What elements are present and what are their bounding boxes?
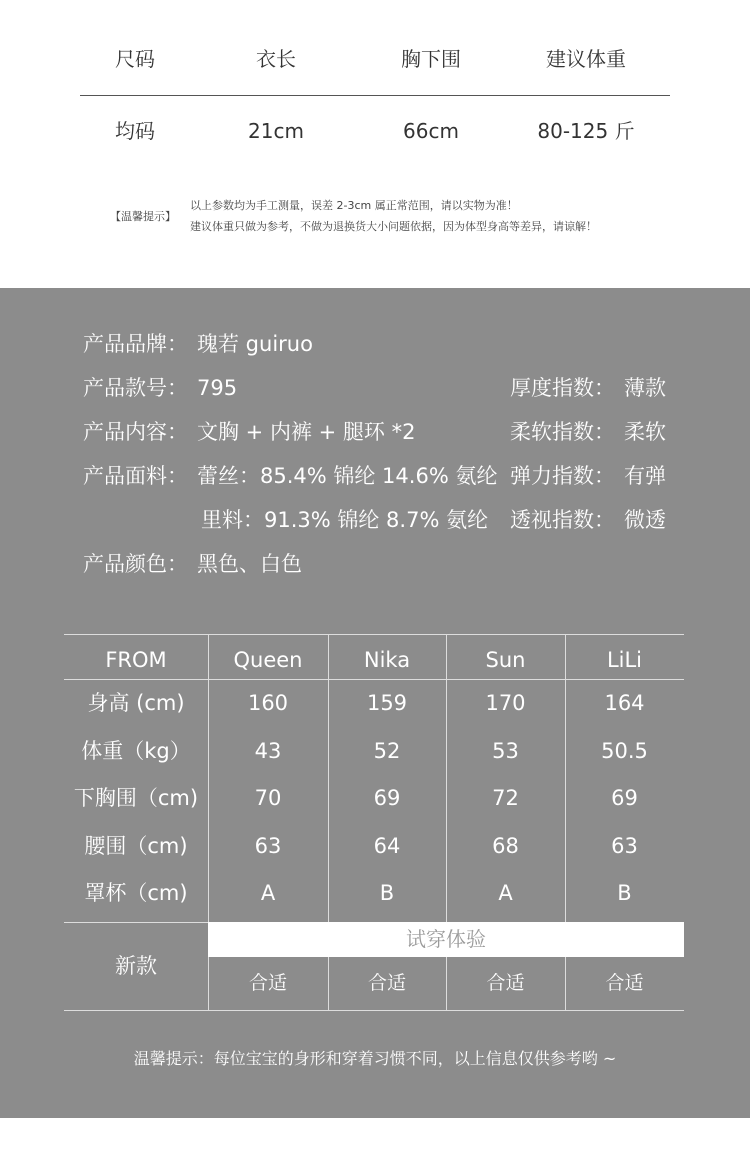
- panel-tip: 温馨提示：每位宝宝的身形和穿着习惯不同，以上信息仅供参考哟 ~: [133, 1049, 617, 1068]
- info-value: 795: [197, 376, 238, 400]
- info-key: 产品款号：: [83, 376, 188, 400]
- info-value: 黑色、白色: [197, 552, 302, 576]
- tip-label: 【温馨提示】: [110, 210, 176, 223]
- info-value: 蕾丝：85.4% 锦纶 14.6% 氨纶: [197, 464, 498, 488]
- table-cell: 69: [611, 786, 638, 810]
- table-cell: 53: [492, 738, 519, 763]
- table-cell: 170: [485, 691, 526, 715]
- model-table: [64, 634, 684, 994]
- size-header-cell: 尺码: [115, 47, 155, 71]
- row-label: 身高 (cm): [87, 691, 185, 715]
- size-table-row: [80, 96, 670, 161]
- size-header-cell: 建议体重: [546, 47, 626, 71]
- info-key: 产品品牌：: [83, 332, 188, 356]
- row-label: 腰围（cm): [84, 833, 188, 858]
- table-row: [64, 870, 684, 918]
- table-cell: B: [379, 881, 395, 905]
- header-cell: FROM: [105, 648, 167, 672]
- size-table-header: [80, 30, 670, 96]
- product-panel: [0, 288, 750, 1118]
- tip-lines: [190, 195, 597, 237]
- tip-line: 建议体重只做为参考，不做为退换货大小问题依据，因为体型身高等差异，请谅解！: [190, 220, 597, 233]
- index-value: 微透: [624, 508, 666, 532]
- size-cell: 80-125 斤: [537, 119, 635, 143]
- new-style-label: 新款: [115, 954, 157, 978]
- index-value: 柔软: [624, 420, 666, 444]
- column-divider: [328, 634, 329, 922]
- header-cell: Sun: [485, 648, 526, 672]
- index-line: [510, 460, 666, 504]
- table-cell: 63: [254, 833, 282, 858]
- column-divider: [565, 634, 566, 922]
- table-cell: 52: [373, 738, 401, 763]
- index-key: 柔软指数：: [510, 420, 615, 444]
- index-line: [510, 372, 666, 416]
- index-key: 透视指数：: [510, 508, 615, 532]
- info-value: 里料：91.3% 锦纶 8.7% 氨纶: [201, 508, 489, 532]
- index-value: 有弹: [624, 464, 666, 488]
- info-line: [83, 548, 497, 592]
- table-cell: 160: [247, 691, 289, 715]
- model-table-header: [64, 634, 684, 680]
- tip-line: 以上参数均为手工测量，误差 2-3cm 属正常范围，请以实物为准！: [190, 199, 518, 212]
- table-cell: 70: [254, 786, 282, 810]
- index-key: 厚度指数：: [510, 376, 615, 400]
- index-key: 弹力指数：: [510, 464, 615, 488]
- product-info-left: [83, 328, 497, 592]
- index-line: [510, 504, 666, 548]
- table-cell: B: [617, 881, 632, 905]
- header-cell: Nika: [363, 648, 411, 672]
- fit-cell: 合适: [605, 972, 644, 994]
- row-label: 下胸围（cm): [73, 786, 199, 810]
- table-row: [64, 728, 684, 776]
- table-cell: 69: [373, 786, 401, 810]
- table-cell: A: [498, 881, 513, 905]
- info-key: 产品颜色：: [83, 552, 188, 576]
- size-header-cell: 衣长: [256, 47, 296, 71]
- table-bottom-rule: [64, 1010, 684, 1011]
- header-cell: Queen: [233, 648, 303, 672]
- info-key: 产品内容：: [83, 420, 188, 444]
- index-value: 薄款: [624, 376, 666, 400]
- info-value: 文胸 + 内裤 + 腿环 *2: [197, 420, 416, 444]
- fit-cell: 合适: [367, 972, 406, 994]
- info-line: [83, 372, 497, 416]
- row-label: 体重（kg）: [81, 738, 191, 763]
- table-cell: A: [260, 881, 276, 905]
- table-row: [64, 823, 684, 871]
- header-cell: LiLi: [606, 648, 643, 672]
- info-line: [83, 416, 497, 460]
- size-cell: 66cm: [403, 119, 459, 143]
- size-header-cell: 胸下围: [401, 47, 461, 71]
- size-cell: 均码: [115, 119, 155, 143]
- row-label: 罩杯（cm): [84, 881, 188, 905]
- table-cell: 43: [254, 738, 282, 763]
- fit-cell: 合适: [248, 972, 287, 994]
- info-line: [83, 504, 497, 548]
- info-value: 瑰若 guiruo: [197, 332, 313, 356]
- table-cell: 72: [492, 786, 519, 810]
- table-cell: 63: [611, 833, 638, 858]
- table-cell: 164: [604, 691, 645, 715]
- table-cell: 50.5: [601, 738, 648, 763]
- fit-cell: 合适: [486, 972, 525, 994]
- size-cell: 21cm: [248, 119, 304, 143]
- column-divider: [446, 634, 447, 922]
- table-cell: 68: [492, 833, 519, 858]
- info-line: [83, 328, 497, 372]
- info-line: [83, 460, 497, 504]
- index-line: [510, 416, 666, 460]
- table-cell: 64: [373, 833, 401, 858]
- table-cell: 159: [366, 691, 408, 715]
- size-table: [80, 30, 670, 161]
- table-row: [64, 680, 684, 728]
- trial-experience-band: 试穿体验: [208, 922, 684, 957]
- info-key: 产品面料：: [83, 464, 188, 488]
- table-row: [64, 775, 684, 823]
- product-info-right: [510, 372, 666, 548]
